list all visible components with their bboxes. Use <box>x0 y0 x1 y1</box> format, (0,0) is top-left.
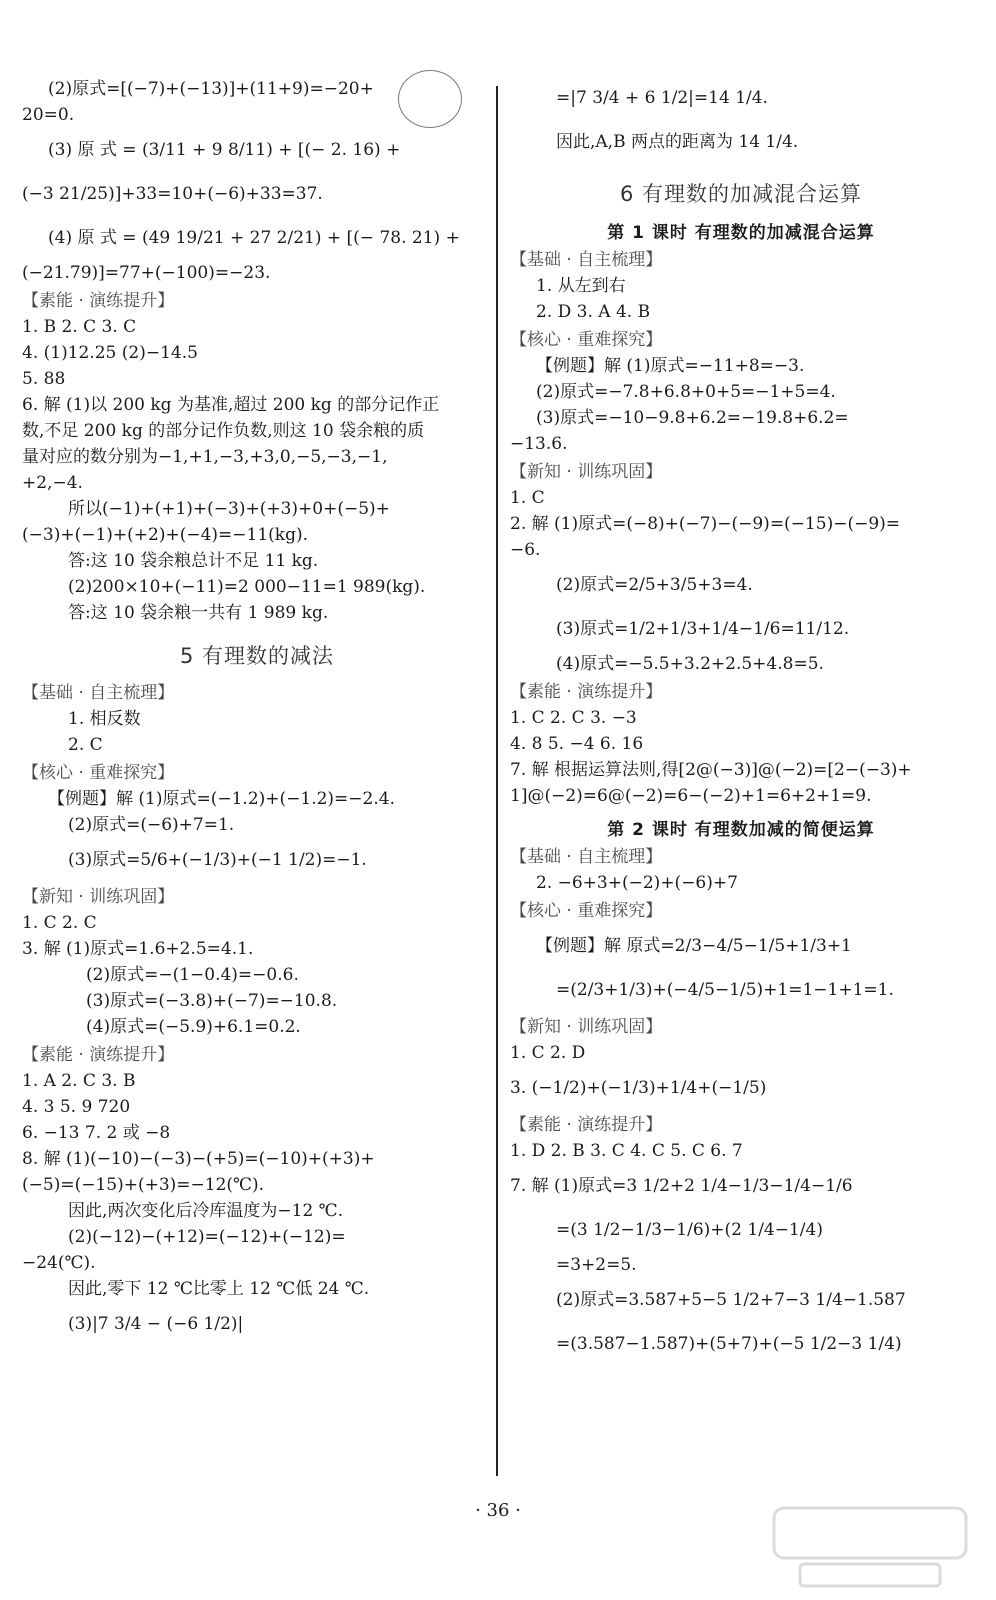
left-line: 【素能 · 演练提升】 <box>22 291 175 311</box>
right-line: −6. <box>510 540 541 560</box>
left-line: 3. 解 (1)原式=1.6+2.5=4.1. <box>22 939 254 959</box>
left-line: (3)|7 3/4 − (−6 1/2)| <box>68 1314 244 1334</box>
stamp-mark <box>398 70 462 128</box>
left-line: 20=0. <box>22 105 75 125</box>
right-line: 1. C 2. D <box>510 1043 586 1063</box>
left-line: (−3)+(−1)+(+2)+(−4)=−11(kg). <box>22 525 309 545</box>
left-line: (−21.79)]=77+(−100)=−23. <box>22 263 271 283</box>
right-line: 6 有理数的加减混合运算 <box>619 182 863 206</box>
right-line: 【基础 · 自主梳理】 <box>510 250 663 270</box>
left-line: 1. 相反数 <box>68 709 141 729</box>
right-line: (3)原式=−10−9.8+6.2=−19.8+6.2= <box>536 408 849 428</box>
right-line: =|7 3/4 + 6 1/2|=14 1/4. <box>556 88 768 108</box>
right-line: 【例题】解 原式=2/3−4/5−1/5+1/3+1 <box>536 936 852 956</box>
left-line: (−5)=(−15)+(+3)=−12(℃). <box>22 1175 265 1195</box>
left-line: 因此,两次变化后冷库温度为−12 ℃. <box>68 1201 344 1221</box>
left-line: 答:这 10 袋余粮总计不足 11 kg. <box>68 551 319 571</box>
right-line: (2)原式=3.587+5−5 1/2+7−3 1/4−1.587 <box>556 1290 906 1310</box>
left-line: (2)(−12)−(+12)=(−12)+(−12)= <box>68 1227 346 1247</box>
right-line: 2. D 3. A 4. B <box>536 302 651 322</box>
right-line: 1. C <box>510 488 545 508</box>
right-line: =3+2=5. <box>556 1255 637 1275</box>
left-line: +2,−4. <box>22 473 83 493</box>
column-divider <box>496 86 498 1476</box>
page-number: · 36 · <box>475 1500 521 1521</box>
left-line: 【例题】解 (1)原式=(−1.2)+(−1.2)=−2.4. <box>48 789 395 809</box>
left-line: 数,不足 200 kg 的部分记作负数,则这 10 袋余粮的质 <box>22 421 425 441</box>
left-line: 8. 解 (1)(−10)−(−3)−(+5)=(−10)+(+3)+ <box>22 1149 375 1169</box>
right-line: 7. 解 根据运算法则,得[2@(−3)]@(−2)=[2−(−3)+ <box>510 760 912 780</box>
left-line: 【素能 · 演练提升】 <box>22 1045 175 1065</box>
left-line: 1. C 2. C <box>22 913 97 933</box>
left-line: 答:这 10 袋余粮一共有 1 989 kg. <box>68 603 329 623</box>
left-line: 2. C <box>68 735 103 755</box>
left-line: 因此,零下 12 ℃比零上 12 ℃低 24 ℃. <box>68 1279 370 1299</box>
left-line: 5 有理数的减法 <box>179 644 335 668</box>
left-line: 【新知 · 训练巩固】 <box>22 887 175 907</box>
right-line: −13.6. <box>510 434 568 454</box>
left-line: (2)原式=(−6)+7=1. <box>68 815 235 835</box>
right-line: 【核心 · 重难探究】 <box>510 901 663 921</box>
right-line: 【核心 · 重难探究】 <box>510 330 663 350</box>
right-line: (3)原式=1/2+1/3+1/4−1/6=11/12. <box>556 619 850 639</box>
left-line: 6. 解 (1)以 200 kg 为基准,超过 200 kg 的部分记作正 <box>22 395 440 415</box>
right-line: (2)原式=2/5+3/5+3=4. <box>556 575 753 595</box>
right-line: 【新知 · 训练巩固】 <box>510 1017 663 1037</box>
left-line: (3) 原 式 = (3/11 + 9 8/11) + [(− 2. 16) + <box>48 140 401 160</box>
left-line: 4. 3 5. 9 720 <box>22 1097 131 1117</box>
left-line: 【核心 · 重难探究】 <box>22 763 175 783</box>
right-line: 1. D 2. B 3. C 4. C 5. C 6. 7 <box>510 1141 743 1161</box>
right-line: =(3 1/2−1/3−1/6)+(2 1/4−1/4) <box>556 1220 823 1240</box>
right-line: =(2/3+1/3)+(−4/5−1/5)+1=1−1+1=1. <box>556 980 894 1000</box>
right-line: 【新知 · 训练巩固】 <box>510 462 663 482</box>
right-line: 第 2 课时 有理数加减的简便运算 <box>607 820 875 840</box>
left-column <box>22 76 492 1346</box>
left-line: 6. −13 7. 2 或 −8 <box>22 1123 171 1143</box>
left-line: (3)原式=5/6+(−1/3)+(−1 1/2)=−1. <box>68 850 367 870</box>
left-line: 4. (1)12.25 (2)−14.5 <box>22 343 198 363</box>
right-line: 7. 解 (1)原式=3 1/2+2 1/4−1/3−1/4−1/6 <box>510 1176 853 1196</box>
right-line: 第 1 课时 有理数的加减混合运算 <box>607 223 875 243</box>
right-line: 1. C 2. C 3. −3 <box>510 708 637 728</box>
left-line: 1. A 2. C 3. B <box>22 1071 136 1091</box>
right-line: 【例题】解 (1)原式=−11+8=−3. <box>536 356 805 376</box>
left-line: 1. B 2. C 3. C <box>22 317 137 337</box>
left-line: (−3 21/25)]+33=10+(−6)+33=37. <box>22 184 323 204</box>
right-line: (4)原式=−5.5+3.2+2.5+4.8=5. <box>556 654 824 674</box>
right-line: 2. −6+3+(−2)+(−6)+7 <box>536 873 738 893</box>
right-line: 1. 从左到右 <box>536 276 626 296</box>
right-line: (2)原式=−7.8+6.8+0+5=−1+5=4. <box>536 382 836 402</box>
left-line: (3)原式=(−3.8)+(−7)=−10.8. <box>86 991 338 1011</box>
right-line: =(3.587−1.587)+(5+7)+(−5 1/2−3 1/4) <box>556 1334 902 1354</box>
left-line: (2)200×10+(−11)=2 000−11=1 989(kg). <box>68 577 426 597</box>
right-line: 3. (−1/2)+(−1/3)+1/4+(−1/5) <box>510 1078 767 1098</box>
left-line: 量对应的数分别为−1,+1,−3,+3,0,−5,−3,−1, <box>22 447 388 467</box>
left-line: (4)原式=(−5.9)+6.1=0.2. <box>86 1017 301 1037</box>
left-line: (2)原式=[(−7)+(−13)]+(11+9)=−20+ <box>48 79 374 99</box>
left-line: (2)原式=−(1−0.4)=−0.6. <box>86 965 299 985</box>
right-column <box>510 76 972 1366</box>
right-line: 【素能 · 演练提升】 <box>510 682 663 702</box>
right-line: 【基础 · 自主梳理】 <box>510 847 663 867</box>
left-line: −24(℃). <box>22 1253 96 1273</box>
left-line: 5. 88 <box>22 369 66 389</box>
right-line: 1]@(−2)=6@(−2)=6−(−2)+1=6+2+1=9. <box>510 786 872 806</box>
right-line: 2. 解 (1)原式=(−8)+(−7)−(−9)=(−15)−(−9)= <box>510 514 901 534</box>
left-line: 所以(−1)+(+1)+(−3)+(+3)+0+(−5)+ <box>68 499 390 519</box>
right-line: 【素能 · 演练提升】 <box>510 1115 663 1135</box>
left-line: (4) 原 式 = (49 19/21 + 27 2/21) + [(− 78. 21) + <box>48 228 460 248</box>
right-line: 4. 8 5. −4 6. 16 <box>510 734 644 754</box>
left-line: 【基础 · 自主梳理】 <box>22 683 175 703</box>
right-line: 因此,A,B 两点的距离为 14 1/4. <box>556 132 799 152</box>
watermark-logo <box>770 1502 970 1592</box>
